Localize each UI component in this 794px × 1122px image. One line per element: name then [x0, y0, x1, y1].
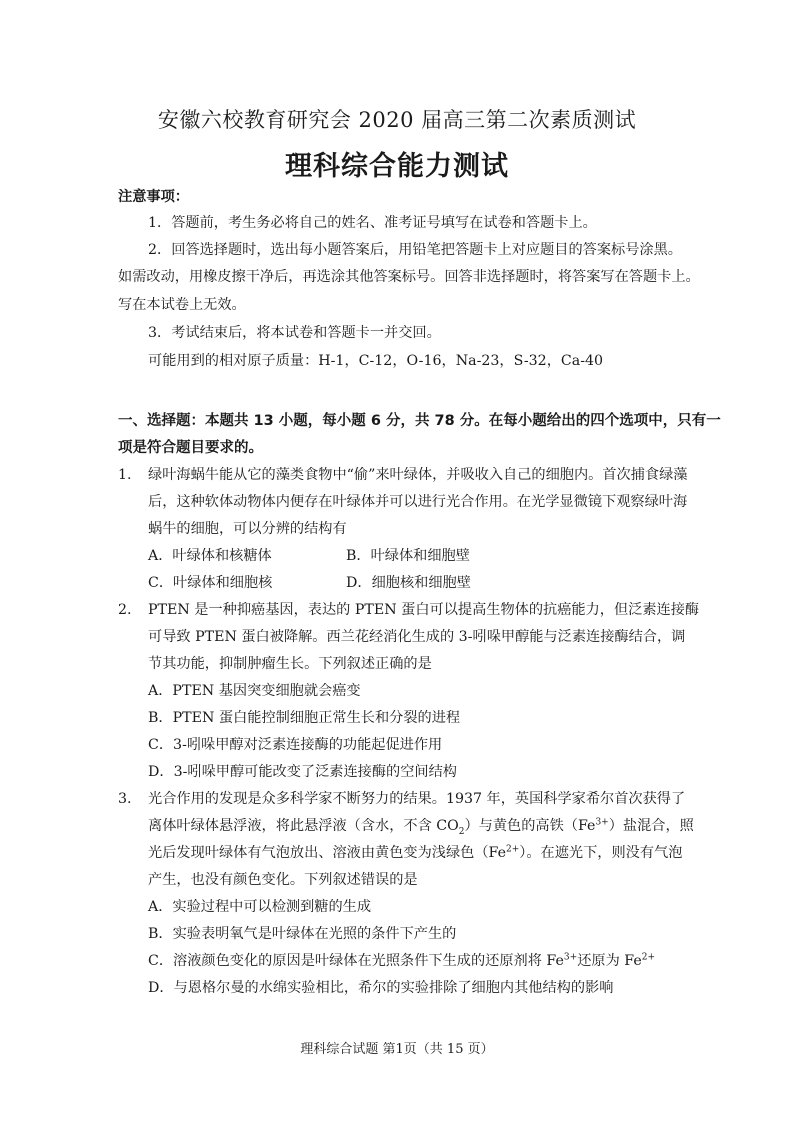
subscript: 2 — [458, 826, 465, 837]
question-number: 1. — [118, 467, 132, 483]
notes-item-3: 3．考试结束后，将本试卷和答题卡一并交回。 — [148, 325, 441, 341]
superscript: 3+ — [563, 952, 578, 963]
notes-item-1: 1．答题前，考生务必将自己的姓名、准考证号填写在试卷和答题卡上。 — [148, 215, 597, 231]
question-text-line: 蜗牛的细胞，可以分辨的结构有 — [148, 521, 347, 537]
option-d: D．细胞核和细胞壁 — [346, 575, 471, 591]
text-segment: ）与黄色的高铁（Fe — [464, 818, 596, 834]
question-text-line: 产生，也没有颜色变化。下列叙述错误的是 — [148, 872, 418, 888]
question-text-line: PTEN 是一种抑癌基因，表达的 PTEN 蛋白可以提高生物体的抗癌能力，但泛素连接酶 — [148, 602, 700, 618]
exam-title: 安徽六校教育研究会 2020 届高三第二次素质测试 — [157, 108, 637, 132]
superscript: 2+ — [641, 952, 656, 963]
question-text-line — [148, 817, 694, 835]
option-d: D．3-吲哚甲醇可能改变了泛素连接酶的空间结构 — [148, 764, 457, 780]
text-segment: ）盐混合，照 — [608, 818, 694, 834]
question-text-line — [148, 844, 682, 862]
option-a: A．实验过程中可以检测到糖的生成 — [148, 899, 372, 915]
option-c: C．3-吲哚甲醇对泛素连接酶的功能起促进作用 — [148, 737, 443, 753]
superscript: 2+ — [505, 844, 520, 855]
section-heading-line-1: 一、选择题：本题共 13 小题，每小题 6 分，共 78 分。在每小题给出的四个选项中，只有一 — [118, 413, 721, 429]
text-segment: 离体叶绿体悬浮液，将此悬浮液（含水，不含 CO — [148, 818, 459, 834]
question-text-line: 绿叶海蜗牛能从它的藻类食物中“偷”来叶绿体，并吸收入自己的细胞内。首次捕食绿藻 — [148, 467, 688, 483]
option-b: B．实验表明氧气是叶绿体在光照的条件下产生的 — [148, 926, 457, 942]
notes-item-2-line-1: 2．回答选择题时，选出每小题答案后，用铅笔把答题卡上对应题目的答案标号涂黑。 — [148, 242, 682, 258]
notes-item-2-line-2: 如需改动，用橡皮擦干净后，再选涂其他答案标号。回答非选择题时，将答案写在答题卡上。 — [118, 269, 700, 285]
notes-heading: 注意事项： — [118, 189, 189, 205]
question-text-line: 可导致 PTEN 蛋白被降解。西兰花经消化生成的 3-吲哚甲醇能与泛素连接酶结合，调 — [148, 629, 686, 645]
question-text-line: 后，这种软体动物体内便存在叶绿体并可以进行光合作用。在光学显微镜下观察绿叶海 — [148, 494, 688, 510]
text-segment: 光后发现叶绿体有气泡放出、溶液由黄色变为浅绿色（Fe — [148, 845, 506, 861]
subject-title: 理科综合能力测试 — [285, 151, 509, 182]
notes-item-2-line-3: 写在本试卷上无效。 — [118, 297, 246, 313]
text-segment: 还原为 Fe — [577, 953, 642, 969]
superscript: 3+ — [595, 817, 609, 828]
option-b: B．叶绿体和细胞壁 — [346, 548, 470, 564]
option-d: D．与恩格尔曼的水绵实验相比，希尔的实验排除了细胞内其他结构的影响 — [148, 980, 614, 996]
text-segment: ）。在遮光下，则没有气泡 — [519, 845, 683, 861]
question-text-line: 光合作用的发现是众多科学家不断努力的结果。1937 年，英国科学家希尔首次获得了 — [148, 791, 686, 807]
question-text-line: 节其功能，抑制肿瘤生长。下列叙述正确的是 — [148, 656, 432, 672]
section-heading-line-2: 项是符合题目要求的。 — [118, 440, 263, 456]
atomic-mass-line: 可能用到的相对原子质量：H-1，C-12，O-16，Na-23，S-32，Ca-40 — [148, 353, 604, 369]
option-a: A．PTEN 基因突变细胞就会癌变 — [148, 683, 361, 699]
text-segment: C．溶液颜色变化的原因是叶绿体在光照条件下生成的还原剂将 Fe — [148, 953, 564, 969]
option-c: C．叶绿体和细胞核 — [148, 575, 273, 591]
option-c — [148, 952, 655, 970]
question-number: 3. — [118, 791, 132, 807]
page-footer: 理科综合试题 第1页（共 15 页） — [300, 1042, 494, 1057]
question-number: 2. — [118, 602, 132, 618]
option-a: A．叶绿体和核糖体 — [148, 548, 272, 564]
option-b: B．PTEN 蛋白能控制细胞正常生长和分裂的进程 — [148, 710, 461, 726]
